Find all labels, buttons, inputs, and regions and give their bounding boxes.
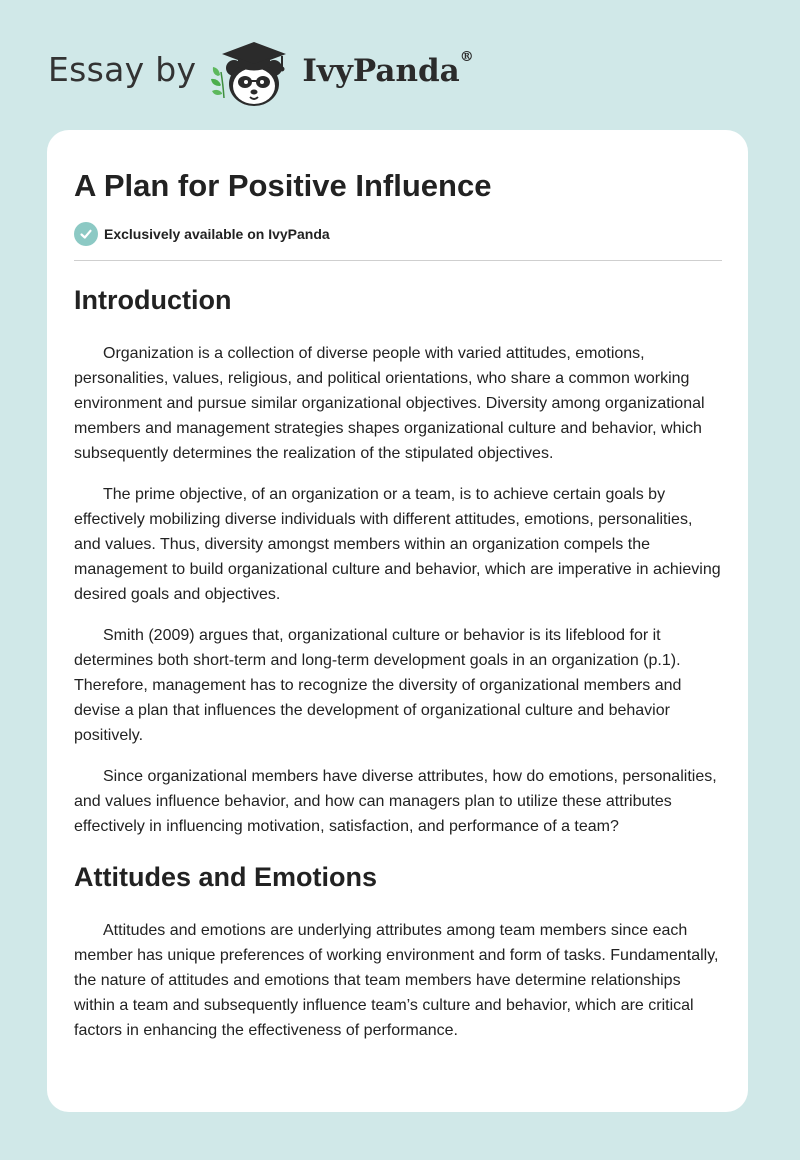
essay-by-label: Essay by — [48, 49, 197, 89]
essay-card — [47, 130, 748, 1112]
divider — [74, 260, 722, 261]
ivypanda-logo[interactable] — [206, 36, 296, 108]
registered-mark: ® — [459, 49, 474, 65]
page-title: A Plan for Positive Influence — [74, 168, 492, 203]
paragraph: The prime objective, of an organization or a team, is to achieve certain goals by effectively mobilizing diverse individuals with different attitudes, emotions, personalities, and values. Thus, diversity amongst members within an organization compels the management to build organizational culture and behavior, which are imperative in achieving desired goals and objectives. — [74, 486, 721, 603]
section-heading-attitudes-and-emotions: Attitudes and Emotions — [74, 862, 377, 892]
paragraph: Smith (2009) argues that, organizational culture or behavior is its lifeblood for it determines both short-term and long-term development goals in an organization (p.1). Therefore, management has to recognize the diversity of organizational members and devise a plan that influences the development of organizational culture and behavior positively. — [74, 627, 682, 744]
exclusive-badge-label: Exclusively available on IvyPanda — [104, 226, 330, 242]
section-heading-introduction: Introduction — [74, 285, 232, 315]
exclusive-badge — [74, 222, 722, 246]
paragraph: Attitudes and emotions are underlying attributes among team members since each member has unique preferences of working environment and form of tasks. Fundamentally, the nature of attitudes and emotions that team members have determine relationships within a team and subsequently influence team’s culture and behavior, which are critical factors in enhancing the effectiveness of performance. — [74, 922, 719, 1039]
brand-name[interactable]: IvyPanda® — [302, 49, 474, 89]
paragraph: Since organizational members have diverse attributes, how do emotions, personalities, and values influence behavior, and how can managers plan to utilize these attributes effectively in influencing motivation, satisfaction, and performance of a team? — [74, 768, 717, 835]
site-header — [48, 36, 474, 108]
panda-graduation-cap-icon — [206, 36, 296, 108]
paragraph: Organization is a collection of diverse people with varied attitudes, emotions, personalities, values, religious, and political orientations, who share a common working environment and pursue similar organizational objectives. Diversity among organizational members and management strategies shapes organizational culture and behavior, which subsequently determines the realization of the stipulated objectives. — [74, 345, 705, 462]
check-circle-icon — [74, 222, 98, 246]
